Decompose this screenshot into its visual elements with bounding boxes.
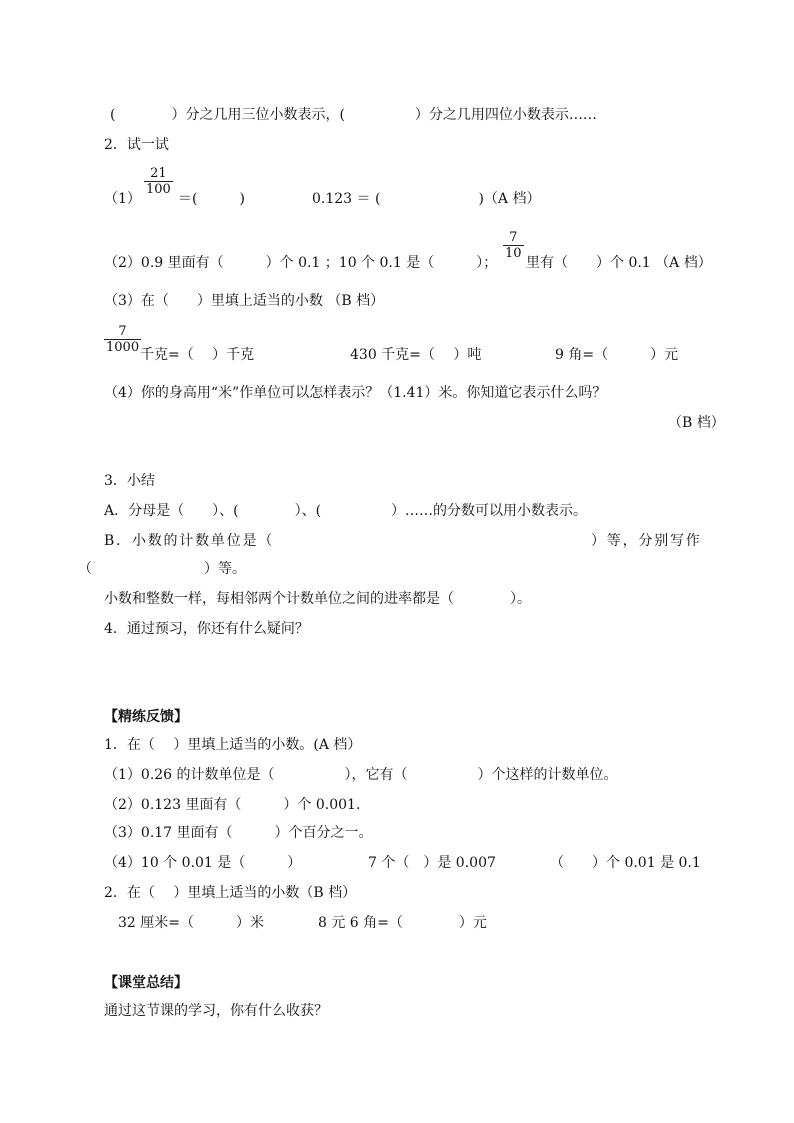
fraction-numerator: 21 xyxy=(150,166,167,181)
text-line-6a: 千克=（ ）千克 xyxy=(140,347,255,363)
text-line-21b: 8 元 6 角=（ ）元 xyxy=(318,915,487,931)
fraction-numerator: 7 xyxy=(509,230,518,245)
text-line-4a: （2）0.9 里面有（ ）个 0.1 ；10 个 0.1 是（ ）； xyxy=(104,255,498,271)
fraction-denominator: 10 xyxy=(505,246,522,261)
text-line-11b: ）等，分别写作 xyxy=(591,533,702,549)
text-line-20: 2．在（ ）里填上适当的小数（B 档） xyxy=(104,885,357,901)
text-line-12: （ ）等。 xyxy=(78,561,246,577)
text-line-8: （B 档） xyxy=(668,415,725,431)
section-heading-summary: 3．小结 xyxy=(104,473,155,489)
text-line-19a: （4）10 个 0.01 是（ ） xyxy=(104,855,302,871)
fraction-7-10 xyxy=(503,230,524,261)
text-line-17: （2）0.123 里面有（ ）个 0.001. xyxy=(104,797,361,813)
text-line-3b: ＝( ) xyxy=(178,191,245,207)
text-line-3a: （1） xyxy=(104,191,141,207)
section-heading-practice: 【精练反馈】 xyxy=(104,709,188,725)
text-line-7: （4）你的身高用“米”作单位可以怎样表示？（1.41）米。你知道它表示什么吗？ xyxy=(104,385,607,401)
fraction-denominator: 100 xyxy=(146,182,171,197)
text-line-11a: B．小数的计数单位是（ xyxy=(104,533,275,549)
text-line-3c: 0.123 ＝ ( )（A 档） xyxy=(312,191,541,207)
text-line-4b: 里有（ ）个 0.1 （A 档） xyxy=(526,255,712,271)
text-line-6c: 9 角=（ ）元 xyxy=(555,347,679,363)
text-line-1: ( ）分之几用三位小数表示，( ）分之几用四位小数表示…… xyxy=(110,107,597,123)
text-line-13: 小数和整数一样，每相邻两个计数单位之间的进率都是（ ）。 xyxy=(104,591,531,607)
text-line-19b: 7 个（ ）是 0.007 xyxy=(368,855,496,871)
text-line-18: （3）0.17 里面有（ ）个百分之一。 xyxy=(104,825,373,841)
text-line-16: （1）0.26 的计数单位是（ ），它有（ ）个这样的计数单位。 xyxy=(104,767,618,783)
text-line-14: 4．通过预习，你还有什么疑问？ xyxy=(104,621,309,637)
text-line-22: 通过这节课的学习，你有什么收获？ xyxy=(104,1003,328,1019)
text-line-21a: 32 厘米=（ ）米 xyxy=(118,915,264,931)
text-line-5: （3）在（ ）里填上适当的小数 （B 档） xyxy=(104,293,385,309)
fraction-numerator: 7 xyxy=(118,324,127,339)
fraction-7-1000 xyxy=(104,324,141,355)
text-line-6b: 430 千克=（ ）吨 xyxy=(350,347,482,363)
section-heading-try: 2．试一试 xyxy=(104,137,169,153)
fraction-denominator: 1000 xyxy=(106,340,140,355)
text-line-19c: （ ）个 0.01 是 0.1 xyxy=(550,855,701,871)
fraction-21-100 xyxy=(144,166,173,197)
section-heading-class-summary: 【课堂总结】 xyxy=(104,975,188,991)
text-line-10: A．分母是（ ）、( ）、( ）……的分数可以用小数表示。 xyxy=(104,503,588,519)
text-line-15: 1．在（ ）里填上适当的小数。(A 档） xyxy=(104,737,362,753)
